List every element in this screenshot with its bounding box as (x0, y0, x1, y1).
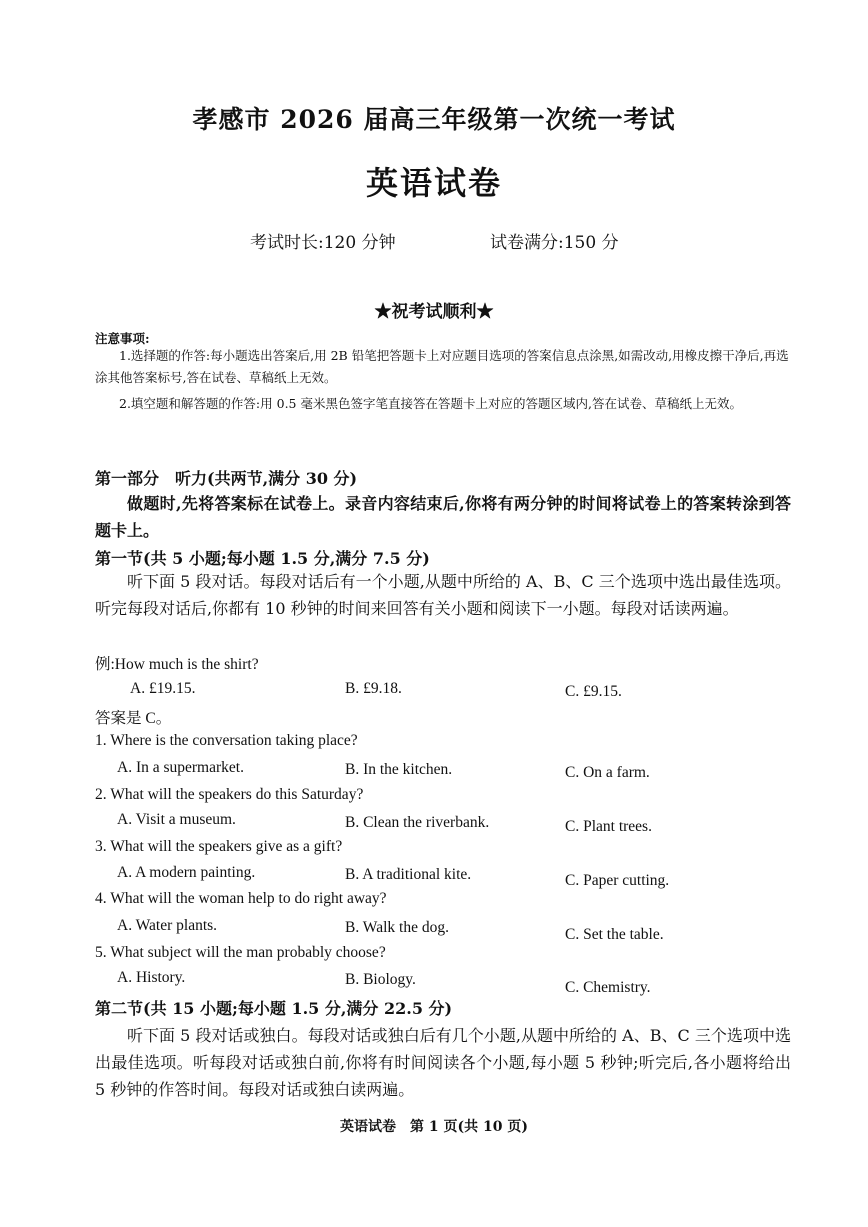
example-option-a: A. £19.15. (130, 680, 196, 697)
example-option-b: B. £9.18. (345, 680, 402, 697)
question-3-option-c: C. Paper cutting. (565, 872, 670, 889)
exam-title: 孝感市 2026 届高三年级第一次统一考试 (192, 105, 676, 134)
question-1-option-c: C. On a farm. (565, 764, 650, 781)
part1-instruction: 做题时,先将答案标在试卷上。录音内容结束后,你将有两分钟的时间将试卷上的答案转涂到答题卡上。 (95, 494, 791, 540)
section2-instruction: 听下面 5 段对话或独白。每段对话或独白后有几个小题,从题中所给的 A、B、C 三个选项中选出最佳选项。听每段对话或独白前,你将有时间阅读各个小题,每小题 5 秒钟;听完后,各小题将给出 5 秒钟的作答时间。每段对话或独白读两遍。 (95, 1026, 791, 1099)
example-answer: 答案是 C。 (95, 710, 172, 727)
question-2-option-a: A. Visit a museum. (117, 811, 236, 828)
question-1: 1. Where is the conversation taking place? (95, 732, 358, 749)
question-4: 4. What will the woman help to do right away? (95, 890, 387, 907)
example-option-c: C. £9.15. (565, 683, 622, 700)
section1-instruction: 听下面 5 段对话。每段对话后有一个小题,从题中所给的 A、B、C 三个选项中选出最佳选项。听完每段对话后,你都有 10 秒钟的时间来回答有关小题和阅读下一小题。每段对话读两遍。 (95, 572, 791, 618)
question-1-option-b: B. In the kitchen. (345, 761, 453, 778)
question-4-option-a: A. Water plants. (117, 917, 218, 934)
page-footer: 英语试卷 第 1 页(共 10 页) (340, 1119, 528, 1135)
blessing-banner: ★祝考试顺利★ (374, 302, 494, 322)
question-2: 2. What will the speakers do this Saturday? (95, 786, 364, 803)
question-2-option-c: C. Plant trees. (565, 818, 652, 835)
subject-title: 英语试卷 (365, 164, 502, 202)
question-3-option-a: A. A modern painting. (117, 864, 256, 881)
question-1-option-a: A. In a supermarket. (117, 759, 244, 776)
question-5: 5. What subject will the man probably choose? (95, 944, 386, 961)
part1-heading: 第一部分 听力(共两节,满分 30 分) (95, 469, 358, 488)
exam-duration: 考试时长:120 分钟 (250, 233, 396, 253)
question-2-option-b: B. Clean the riverbank. (345, 814, 490, 831)
question-5-option-c: C. Chemistry. (565, 979, 651, 996)
question-3-option-b: B. A traditional kite. (345, 866, 472, 883)
section1-heading: 第一节(共 5 小题;每小题 1.5 分,满分 7.5 分) (95, 549, 430, 568)
notice-item-2: 2.填空题和解答题的作答:用 0.5 毫米黑色签字笔直接答在答题卡上对应的答题区域内,答在试卷、草稿纸上无效。 (119, 396, 742, 411)
section2-heading: 第二节(共 15 小题;每小题 1.5 分,满分 22.5 分) (95, 999, 453, 1018)
question-5-option-a: A. History. (117, 969, 186, 986)
example-question: 例:How much is the shirt? (95, 656, 259, 673)
notice-item-1: 1.选择题的作答:每小题选出答案后,用 2B 铅笔把答题卡上对应题目选项的答案信息点涂黑,如需改动,用橡皮擦干净后,再选涂其他答案标号,答在试卷、草稿纸上无效。 (95, 348, 789, 385)
question-5-option-b: B. Biology. (345, 971, 416, 988)
question-4-option-c: C. Set the table. (565, 926, 664, 943)
question-3: 3. What will the speakers give as a gift? (95, 838, 343, 855)
notice-heading: 注意事项: (95, 331, 150, 346)
full-score: 试卷满分:150 分 (490, 233, 619, 253)
question-4-option-b: B. Walk the dog. (345, 919, 449, 936)
